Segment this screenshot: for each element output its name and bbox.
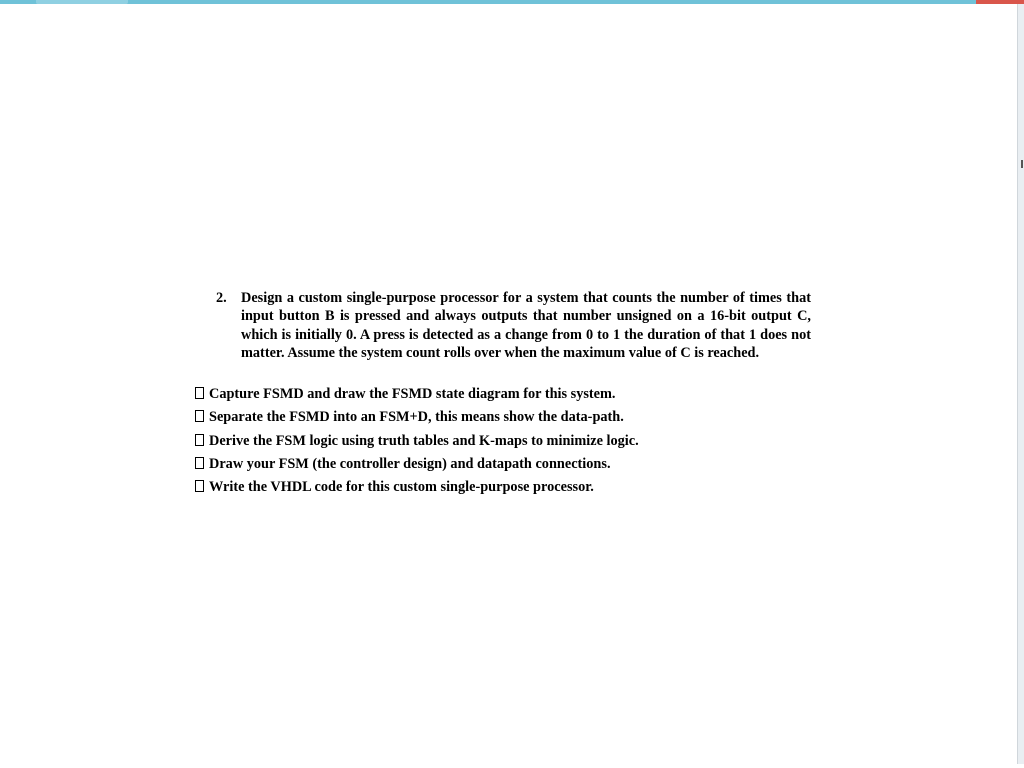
task-item <box>195 408 795 431</box>
task-item <box>195 385 795 408</box>
checkbox-icon <box>195 387 204 399</box>
checkbox-icon <box>195 410 204 422</box>
checkbox-icon <box>195 457 204 469</box>
task-text: Write the VHDL code for this custom single-purpose processor. <box>209 479 594 496</box>
question-number: 2. <box>216 290 227 306</box>
checkbox-icon <box>195 434 204 446</box>
task-item <box>195 455 795 478</box>
task-list <box>195 385 795 501</box>
scrollbar-thumb[interactable] <box>1021 160 1023 168</box>
document-page <box>0 4 1017 768</box>
task-item <box>195 478 795 501</box>
task-text: Capture FSMD and draw the FSMD state diagram for this system. <box>209 386 616 402</box>
task-text: Derive the FSM logic using truth tables and K-maps to minimize logic. <box>209 432 639 449</box>
task-text: Separate the FSMD into an FSM+D, this means show the data-path. <box>209 409 624 426</box>
task-item <box>195 432 795 455</box>
question-2 <box>216 289 816 362</box>
question-text: Design a custom single-purpose processor for a system that counts the number of times that input button B is pressed and always outputs that number unsigned on a 16-bit output C, which is initially 0. A press is detected as a change from 0 to 1 the duration of that 1 does not matter. Assume the system count rolls over when the maximum value of C is reached. <box>241 290 811 361</box>
scrollbar-track[interactable] <box>1017 4 1024 764</box>
checkbox-icon <box>195 480 204 492</box>
task-text: Draw your FSM (the controller design) and datapath connections. <box>209 455 611 472</box>
